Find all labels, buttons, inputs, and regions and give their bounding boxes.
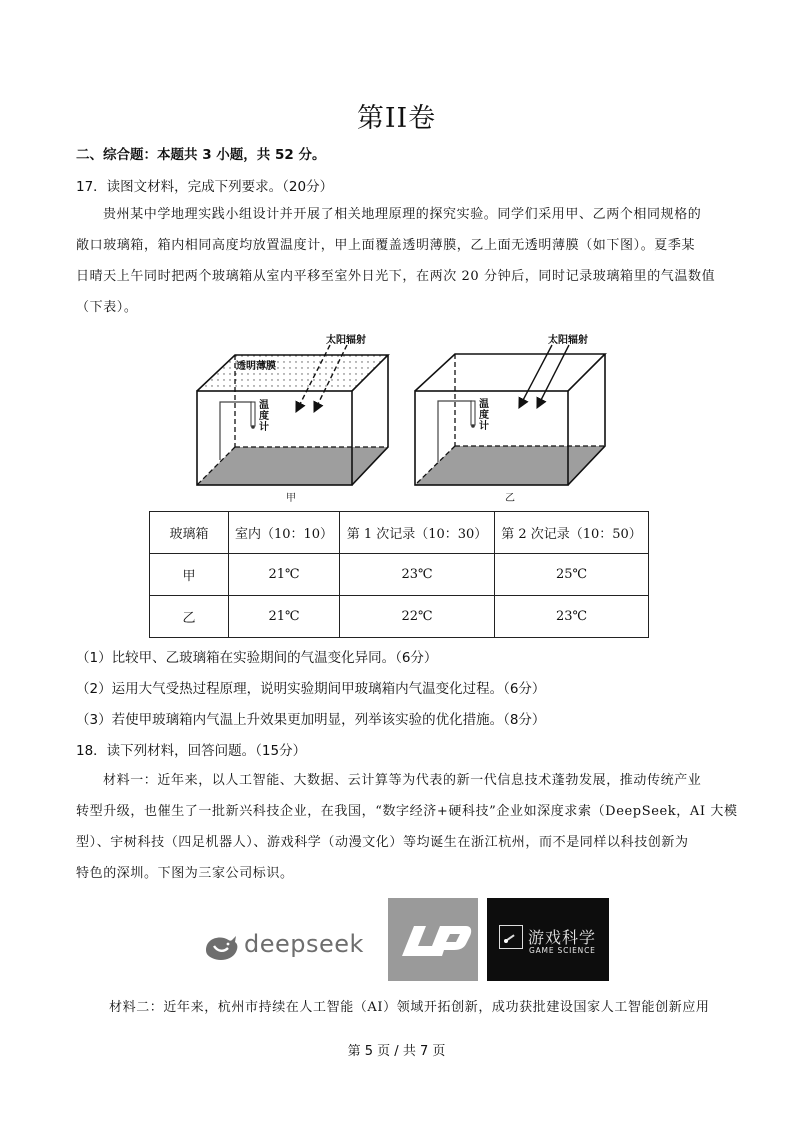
material-one-line: 材料一：近年来，以人工智能、大数据、云计算等为代表的新一代信息技术蓬勃发展，推动传统产业 bbox=[103, 773, 702, 788]
q17-heading: 17．读图文材料，完成下列要求。（20分） bbox=[76, 179, 334, 195]
material-one-line: 特色的深圳。下图为三家公司标识。 bbox=[76, 866, 294, 881]
q17-paragraph-line: 敞口玻璃箱，箱内相同高度均放置温度计，甲上面覆盖透明薄膜，乙上面无透明薄膜（如下图）。夏季某 bbox=[76, 238, 696, 253]
game-science-en: GAME SCIENCE bbox=[529, 946, 596, 955]
material-one bbox=[76, 765, 738, 889]
game-science-logo bbox=[487, 898, 609, 981]
q17-sub-question-1: （1）比较甲、乙玻璃箱在实验期间的气温变化异同。（6分） bbox=[76, 650, 438, 666]
experiment-figure bbox=[0, 0, 793, 520]
thermometer-label-b: 温 度 计 bbox=[479, 399, 489, 432]
table-row bbox=[150, 596, 649, 638]
film-label: 透明薄膜 bbox=[236, 361, 276, 372]
table-cell: 23℃ bbox=[340, 554, 495, 596]
game-science-cn: 游戏科学 bbox=[528, 928, 597, 947]
table-cell: 乙 bbox=[150, 596, 229, 638]
table-header: 第 1 次记录（10：30） bbox=[340, 512, 495, 554]
radiation-label-a: 太阳辐射 bbox=[326, 335, 366, 346]
comet-icon bbox=[499, 925, 523, 949]
radiation-label-b: 太阳辐射 bbox=[548, 335, 588, 346]
table-cell: 21℃ bbox=[229, 596, 340, 638]
glass-box-b bbox=[415, 345, 605, 485]
table-header-row bbox=[150, 512, 649, 554]
thermometer-label-a: 温 度 计 bbox=[259, 400, 269, 433]
glass-box-a bbox=[197, 345, 388, 485]
page-footer: 第 5 页 / 共 7 页 bbox=[347, 1044, 446, 1059]
material-one-line: 型）、宇树科技（四足机器人）、游戏科学（动漫文化）等均诞生在浙江杭州，而不是同样以科技创新为 bbox=[76, 835, 689, 850]
table-header: 室内（10：10） bbox=[229, 512, 340, 554]
table-row bbox=[150, 554, 649, 596]
page-title: 第II卷 bbox=[356, 103, 437, 134]
table-cell: 22℃ bbox=[340, 596, 495, 638]
q17-sub-question-3: （3）若使甲玻璃箱内气温上升效果更加明显，列举该实验的优化措施。（8分） bbox=[76, 712, 546, 728]
material-one-line: 转型升级，也催生了一批新兴科技企业，在我国，“数字经济+硬科技”企业如深度求索（DeepSeek，AI 大模 bbox=[76, 804, 738, 819]
caption-b: 乙 bbox=[505, 493, 515, 504]
deepseek-logo bbox=[202, 926, 362, 966]
box-floor bbox=[197, 447, 388, 485]
q17-paragraph-line: 贵州某中学地理实践小组设计并开展了相关地理原理的探究实验。同学们采用甲、乙两个相同规格的 bbox=[103, 207, 702, 222]
q17-paragraph-line: 日晴天上午同时把两个玻璃箱从室内平移至室外日光下，在两次 20 分钟后，同时记录玻璃箱里的气温数值 bbox=[76, 269, 716, 284]
deepseek-wordmark: deepseek bbox=[244, 930, 364, 958]
table-cell: 21℃ bbox=[229, 554, 340, 596]
section-heading: 二、综合题：本题共 3 小题，共 52 分。 bbox=[76, 147, 326, 163]
whale-icon bbox=[202, 928, 242, 968]
table-cell: 25℃ bbox=[495, 554, 649, 596]
caption-a: 甲 bbox=[286, 493, 296, 504]
table-header: 玻璃箱 bbox=[150, 512, 229, 554]
material-two-line: 材料二：近年来，杭州市持续在人工智能（AI）领域开拓创新，成功获批建设国家人工智能创新应用 bbox=[109, 1000, 710, 1015]
table-cell: 甲 bbox=[150, 554, 229, 596]
q17-sub-question-2: （2）运用大气受热过程原理，说明实验期间甲玻璃箱内气温变化过程。（6分） bbox=[76, 681, 546, 697]
table-cell: 23℃ bbox=[495, 596, 649, 638]
q17-paragraph-line: （下表）。 bbox=[76, 300, 138, 315]
unitree-logo-mark bbox=[388, 898, 478, 981]
temperature-table bbox=[149, 511, 649, 638]
unitree-logo bbox=[388, 898, 478, 981]
film-top bbox=[197, 355, 388, 391]
q18-heading: 18．读下列材料，回答问题。（15分） bbox=[76, 743, 307, 759]
box-floor bbox=[415, 446, 605, 485]
table-header: 第 2 次记录（10：50） bbox=[495, 512, 649, 554]
